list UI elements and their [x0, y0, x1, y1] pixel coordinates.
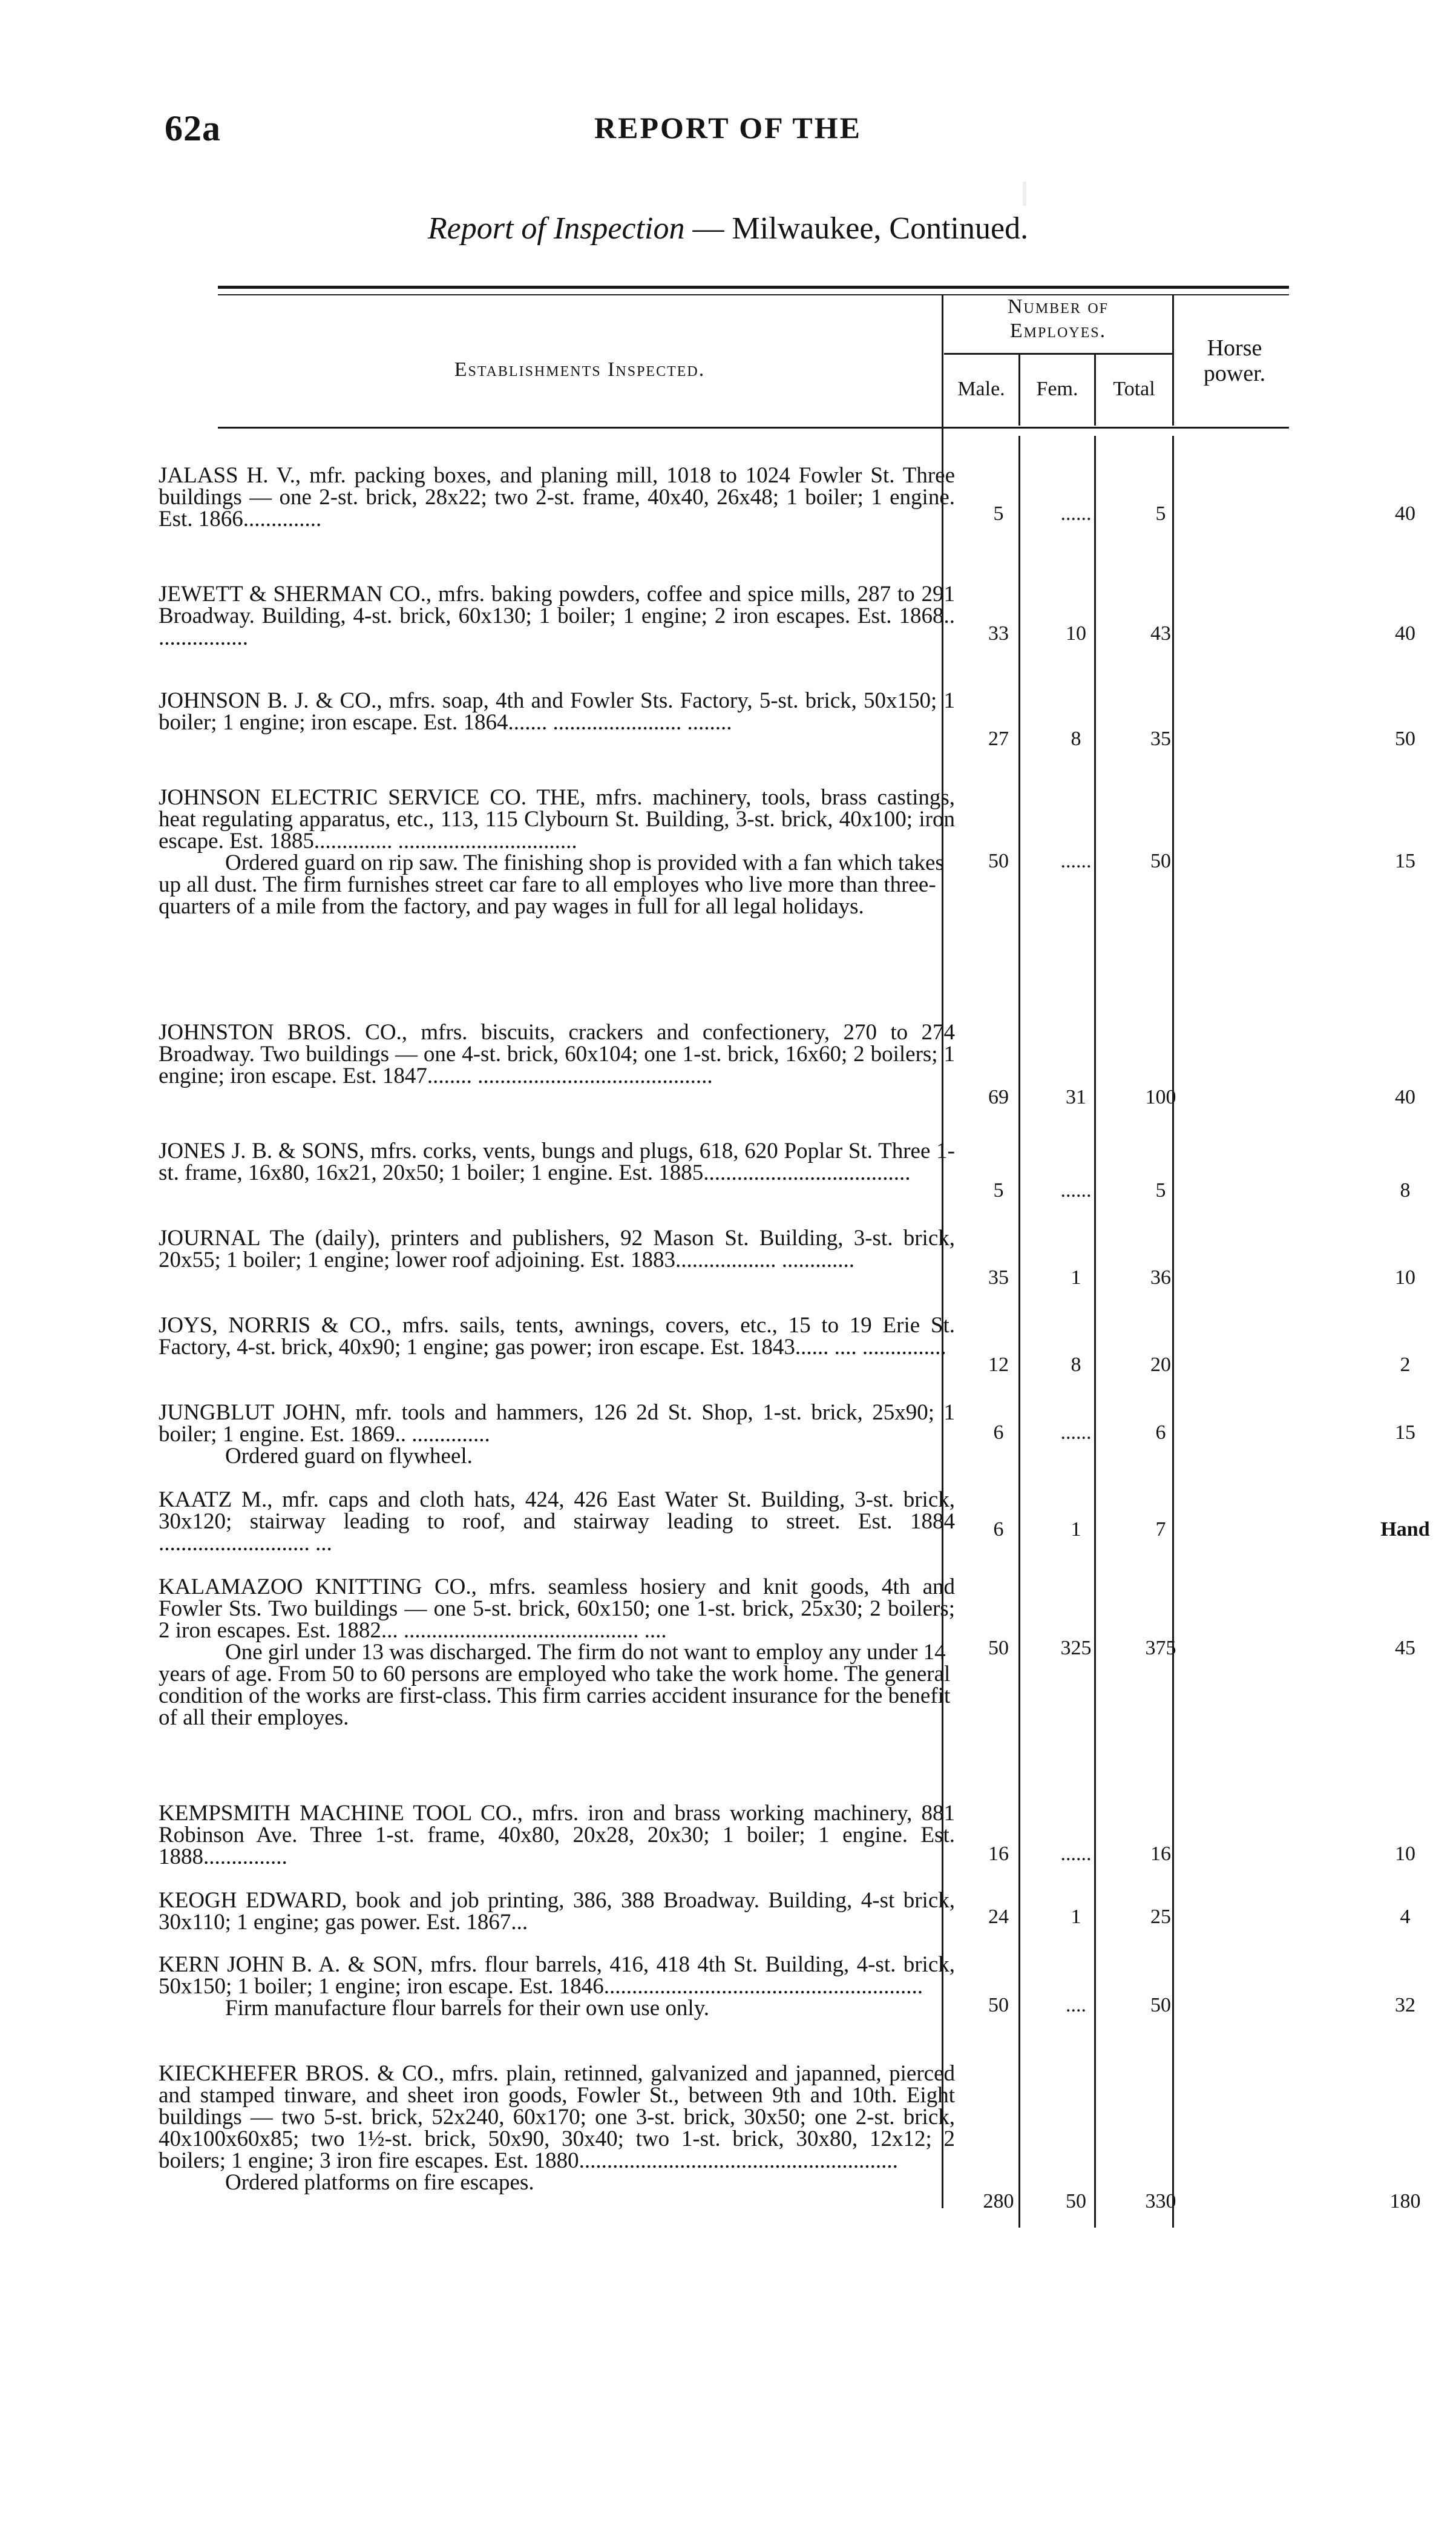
entry-description: JOHNSON ELECTRIC SERVICE CO. THE, mfrs. machinery, tools, brass castings, heat regulating apparatus, etc., 113, 115 Clybourn St. Building, 3-st. brick, 40x100; iron escape. Est. 1885.............. ................................ [159, 785, 955, 854]
female-count: 1 [1071, 1906, 1081, 1928]
horse-power: 32 [1395, 1994, 1415, 2016]
entry-note: Firm manufacture flour barrels for their own use only. [225, 1996, 710, 2021]
col-divider-total [1172, 436, 1174, 2228]
table-row [159, 1487, 1430, 1556]
header-establishments: Establishments Inspected. [454, 358, 706, 381]
horse-power: 2 [1400, 1354, 1411, 1376]
horse-power: 10 [1395, 1266, 1415, 1289]
entry-description: KEMPSMITH MACHINE TOOL CO., mfrs. iron and brass working machinery, 881 Robinson Ave. Three 1-st. frame, 40x80, 20x28, 20x30; 1 boiler; 1 engine. Est. 1888............... [159, 1801, 955, 1869]
entry-description: JOHNSON B. J. & CO., mfrs. soap, 4th and Fowler Sts. Factory, 5-st. brick, 50x150; 1 boiler; 1 engine; iron escape. Est. 1864....... ....................... ........ [159, 688, 955, 735]
col-divider-male [1018, 436, 1020, 2228]
male-count: 16 [988, 1843, 1009, 1865]
total-count: 50 [1150, 1994, 1171, 2016]
female-count: 325 [1060, 1637, 1092, 1659]
male-count: 6 [993, 1518, 1004, 1541]
total-count: 5 [1155, 1179, 1166, 1202]
header-power: power. [1203, 361, 1266, 386]
table-row [159, 785, 1415, 1001]
male-count: 69 [988, 1086, 1009, 1108]
horse-power: 40 [1395, 502, 1415, 525]
table-row [159, 463, 1415, 563]
total-count: 375 [1145, 1637, 1176, 1659]
entry-description: KIECKHEFER BROS. & CO., mfrs. plain, retinned, galvanized and japanned, pierced and stamped tinware, and sheet iron goods, Fowler St., between 9th and 10th. Eight buildings — two 5-st. brick, 52x240, 60x170; one 3-st. brick, 30x50; one 2-st. brick, 40x100x60x85; two 1½-st. brick, 50x90, 30x40; two 1-st. brick, 30x80, 12x12; 2 boilers; 1 engine; 3 iron fire escapes. Est. 1880......................................................... [159, 2061, 955, 2173]
female-count: ...... [1060, 850, 1092, 872]
horse-power: 50 [1395, 728, 1415, 750]
female-count: 10 [1066, 622, 1086, 645]
male-count: 33 [988, 622, 1009, 645]
female-count: .... [1066, 1994, 1086, 2016]
female-count: 8 [1071, 1354, 1081, 1376]
female-count: 8 [1071, 728, 1081, 750]
horse-power: 40 [1395, 622, 1415, 645]
total-count: 5 [1155, 502, 1166, 525]
female-count: 1 [1071, 1266, 1081, 1289]
table-row [159, 1226, 1415, 1294]
page-subtitle [0, 211, 1456, 246]
total-count: 20 [1150, 1354, 1171, 1376]
entry-description: JALASS H. V., mfr. packing boxes, and planing mill, 1018 to 1024 Fowler St. Three buildings — one 2-st. brick, 28x22; two 2-st. frame, 40x40, 26x48; 1 boiler; 1 engine. Est. 1866.............. [159, 463, 955, 531]
total-count: 35 [1150, 728, 1171, 750]
horse-power: 15 [1395, 1421, 1415, 1444]
entry-description: JEWETT & SHERMAN CO., mfrs. baking powders, coffee and spice mills, 287 to 291 Broadway. Building, 4-st. brick, 60x130; 1 boiler; 1 engine; 2 iron escapes. Est. 1868.. ................ [159, 582, 955, 650]
total-count: 50 [1150, 850, 1171, 872]
table-row [159, 582, 1415, 669]
male-count: 50 [988, 1994, 1009, 2016]
table-row [159, 2061, 1421, 2245]
female-count: ...... [1060, 1421, 1092, 1444]
table-row [159, 1313, 1411, 1381]
entry-description: JONES J. B. & SONS, mfrs. corks, vents, bungs and plugs, 618, 620 Poplar St. Three 1-st. frame, 16x80, 16x21, 20x50; 1 boiler; 1 engine. Est. 1885..................................... [159, 1139, 955, 1185]
total-count: 6 [1155, 1421, 1166, 1444]
male-count: 27 [988, 728, 1009, 750]
header-male: Male. [957, 378, 1005, 400]
male-count: 5 [993, 1179, 1004, 1202]
col-divider-hp-head [1172, 295, 1174, 426]
page-number: 62a [165, 108, 221, 148]
entry-description: JOHNSTON BROS. CO., mfrs. biscuits, crackers and confectionery, 270 to 274 Broadway. Two buildings — one 4-st. brick, 60x104; one 1-st. brick, 16x60; 2 boilers; 1 engine; iron escape. Est. 1847........ .......................................... [159, 1020, 955, 1088]
entry-note: One girl under 13 was discharged. The firm do not want to employ any under 14 years of age. From 50 to 60 persons are employed who take the work home. The general condition of the works are first-class. This firm carries accident insurance for the benefit of all their employes. [159, 1640, 951, 1730]
table-header-bottom-rule [218, 427, 1289, 429]
horse-power: 8 [1400, 1179, 1411, 1202]
female-count: ...... [1060, 1179, 1092, 1202]
horse-power: 15 [1395, 850, 1415, 872]
total-count: 16 [1150, 1843, 1171, 1865]
table-row [159, 1139, 1411, 1207]
male-count: 50 [988, 850, 1009, 872]
male-count: 12 [988, 1354, 1009, 1376]
table-row [159, 1888, 1411, 1935]
entry-note: Ordered guard on flywheel. [225, 1444, 473, 1469]
horse-power: 180 [1389, 2190, 1421, 2212]
header-horse: Horse [1207, 335, 1262, 361]
header-number-of: Number of [1007, 295, 1109, 318]
entry-description: KAATZ M., mfr. caps and cloth hats, 424, 426 East Water St. Building, 3-st. brick, 30x120; stairway leading to roof, and stairway leading to street. Est. 1884 ........................... ... [159, 1487, 955, 1556]
table-row [159, 1400, 1415, 1469]
total-count: 100 [1145, 1086, 1176, 1108]
table-row [159, 1020, 1415, 1120]
male-count: 50 [988, 1637, 1009, 1659]
total-count: 25 [1150, 1906, 1171, 1928]
table-row [159, 1952, 1415, 2042]
entry-description: KALAMAZOO KNITTING CO., mfrs. seamless hosiery and knit goods, 4th and Fowler Sts. Two buildings — one 5-st. brick, 60x150; one 1-st. brick, 25x30; 2 boilers; 2 iron escapes. Est. 1882... .......................................... .... [159, 1574, 955, 1643]
total-count: 43 [1150, 622, 1171, 645]
female-count: 31 [1066, 1086, 1086, 1108]
horse-power: 45 [1395, 1637, 1415, 1659]
subtitle-rest: — Milwaukee, Continued. [684, 211, 1029, 246]
table-row [159, 1574, 1415, 1782]
female-count: 50 [1066, 2190, 1086, 2212]
male-count: 6 [993, 1421, 1004, 1444]
horse-power: Hand [1380, 1518, 1430, 1541]
table-row [159, 1801, 1415, 1869]
scan-mark [1023, 182, 1026, 206]
header-fem: Fem. [1036, 378, 1078, 400]
employes-underline [944, 353, 1172, 355]
subtitle-italic: Report of Inspection [427, 211, 685, 246]
entries-list [159, 463, 1430, 2265]
total-count: 36 [1150, 1266, 1171, 1289]
running-head: REPORT OF THE [594, 111, 862, 145]
table-top-rule-thick [218, 286, 1289, 289]
total-count: 330 [1145, 2190, 1176, 2212]
horse-power: 40 [1395, 1086, 1415, 1108]
female-count: ...... [1060, 502, 1092, 525]
entry-description: JOYS, NORRIS & CO., mfrs. sails, tents, awnings, covers, etc., 15 to 19 Erie St. Factory, 4-st. brick, 40x90; 1 engine; gas power; iron escape. Est. 1843...... .... ............... [159, 1313, 955, 1360]
table-row [159, 688, 1415, 766]
entry-description: JOURNAL The (daily), printers and publishers, 92 Mason St. Building, 3-st. brick, 20x55; 1 boiler; 1 engine; lower roof adjoining. Est. 1883.................. ............. [159, 1226, 955, 1272]
male-count: 35 [988, 1266, 1009, 1289]
male-count: 24 [988, 1906, 1009, 1928]
female-count: 1 [1071, 1518, 1081, 1541]
male-count: 280 [983, 2190, 1014, 2212]
header-employes: Employes. [1009, 320, 1107, 342]
entry-note: Ordered guard on rip saw. The finishing shop is provided with a fan which takes up all dust. The firm furnishes street car fare to all employes who live more than three-quarters of a mile from the factory, and pay wages in full for all legal holidays. [159, 850, 944, 919]
horse-power: 10 [1395, 1843, 1415, 1865]
col-divider-fem [1094, 436, 1096, 2228]
entry-note: Ordered platforms on fire escapes. [225, 2170, 534, 2195]
entry-description: KEOGH EDWARD, book and job printing, 386, 388 Broadway. Building, 4-st brick, 30x110; 1 engine; gas power. Est. 1867... [159, 1888, 955, 1935]
entry-description: JUNGBLUT JOHN, mfr. tools and hammers, 126 2d St. Shop, 1-st. brick, 25x90; 1 boiler; 1 engine. Est. 1869.. .............. [159, 1400, 955, 1447]
horse-power: 4 [1400, 1906, 1411, 1928]
female-count: ...... [1060, 1843, 1092, 1865]
header-total: Total [1113, 378, 1155, 400]
entry-description: KERN JOHN B. A. & SON, mfrs. flour barrels, 416, 418 4th St. Building, 4-st. brick, 50x150; 1 boiler; 1 engine; iron escape. Est. 1846......................................................... [159, 1952, 955, 1999]
total-count: 7 [1155, 1518, 1166, 1541]
male-count: 5 [993, 502, 1004, 525]
